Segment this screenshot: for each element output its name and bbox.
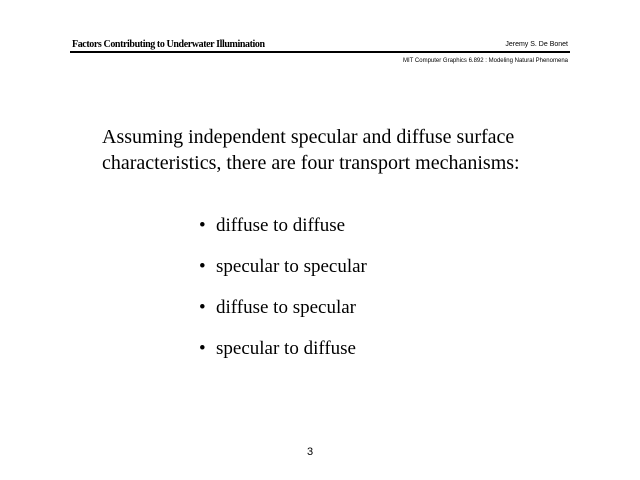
list-item	[199, 215, 367, 256]
header-author: Jeremy S. De Bonet	[505, 41, 568, 48]
list-item-text: specular to specular	[216, 256, 367, 277]
bullet-icon: •	[199, 297, 206, 318]
header-title: Factors Contributing to Underwater Illumination	[72, 39, 265, 50]
list-item-text: specular to diffuse	[216, 338, 356, 359]
bullet-icon: •	[199, 338, 206, 359]
bullet-icon: •	[199, 256, 206, 277]
bullet-list	[199, 215, 367, 379]
intro-paragraph: Assuming independent specular and diffuse surface characteristics, there are four transport mechanisms:	[102, 126, 520, 174]
list-item	[199, 256, 367, 297]
list-item	[199, 297, 367, 338]
header-divider	[70, 51, 570, 53]
page-number: 3	[306, 446, 314, 458]
header-course: MIT Computer Graphics 6.892 : Modeling Natural Phenomena	[403, 58, 568, 64]
list-item-text: diffuse to diffuse	[216, 215, 346, 236]
list-item	[199, 338, 367, 379]
bullet-icon: •	[199, 215, 206, 236]
list-item-text: diffuse to specular	[216, 297, 356, 318]
